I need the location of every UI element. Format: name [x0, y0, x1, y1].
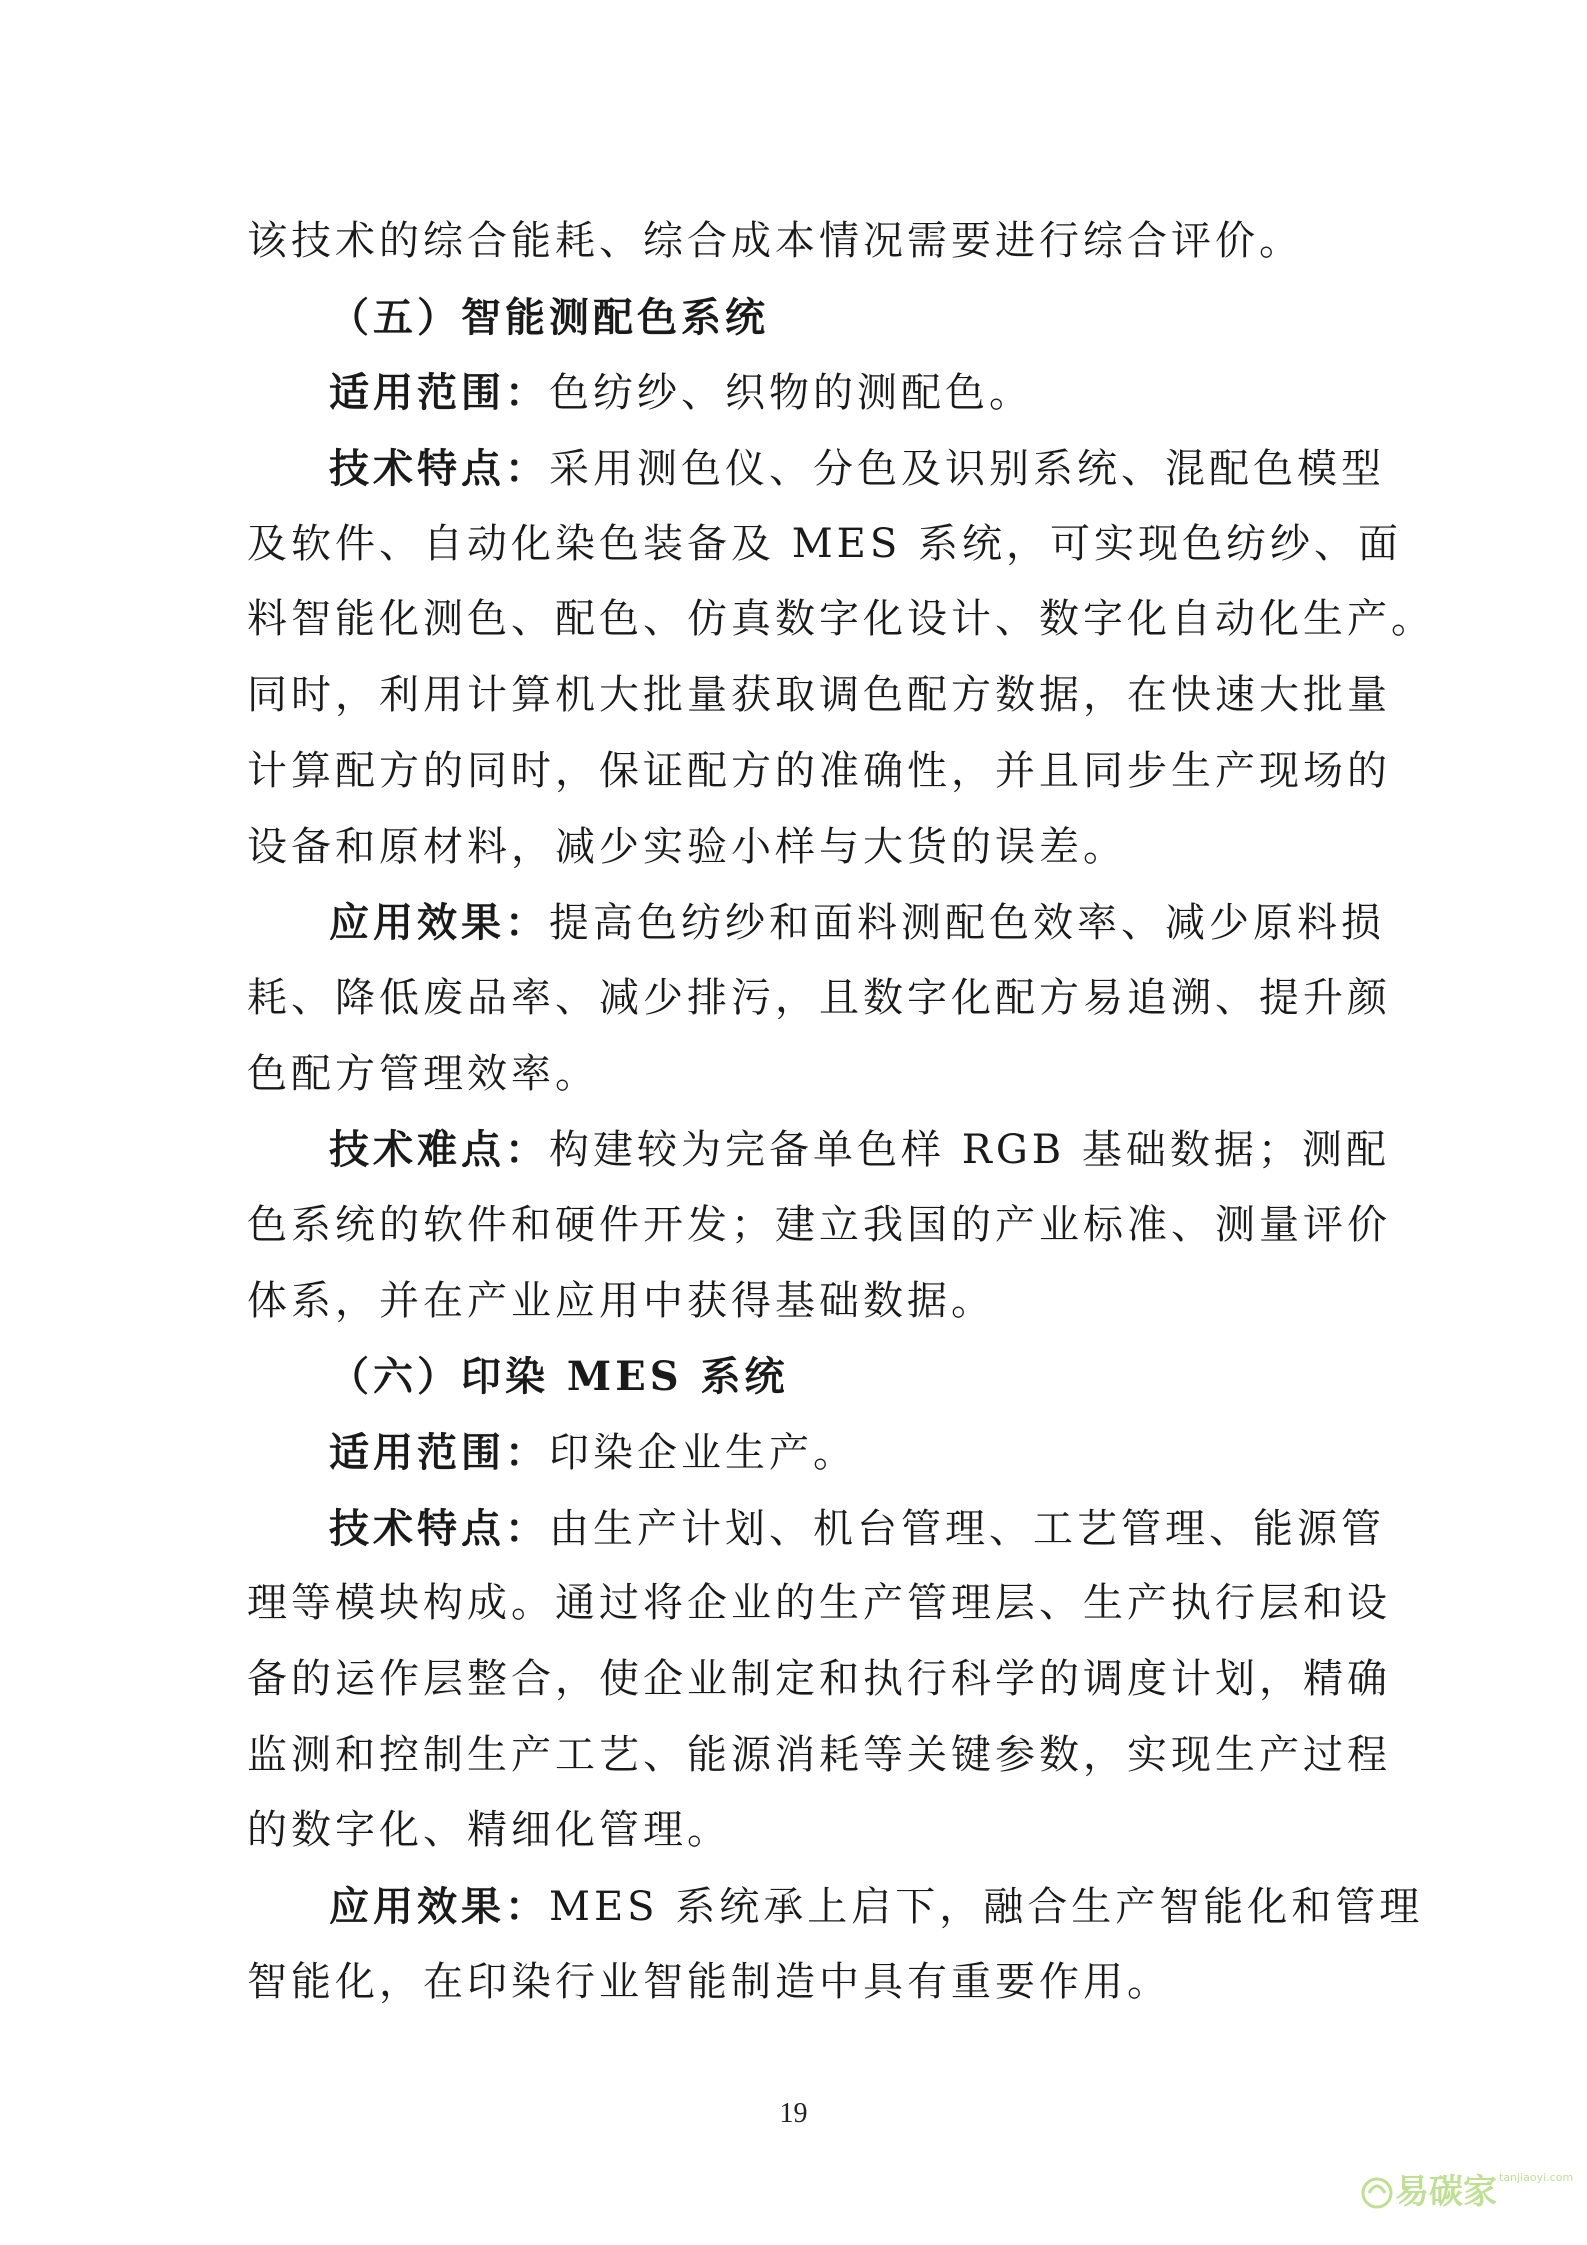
paragraph-line: 色系统的软件和硬件开发；建立我国的产业标准、测量评价	[247, 1201, 1391, 1248]
watermark-subtext: tanjiaoyi.com	[1499, 2171, 1574, 2184]
features-label: 技术特点：	[329, 445, 549, 493]
paragraph-line: 该技术的综合能耗、综合成本情况需要进行综合评价。	[247, 218, 1303, 264]
watermark-logo	[1359, 2151, 1574, 2221]
scope-paragraph	[247, 355, 1347, 431]
scope-paragraph	[247, 1415, 1347, 1491]
paragraph-line: 体系，并在产业应用中获得基础数据。	[247, 1277, 995, 1324]
page-number: 19	[779, 2098, 808, 2129]
paragraph-line: 备的运作层整合，使企业制定和执行科学的调度计划，精确	[247, 1656, 1391, 1703]
scope-text: 印染企业生产。	[549, 1430, 857, 1476]
scope-label: 适用范围：	[329, 1429, 549, 1476]
paragraph-line: 及软件、自动化染色装备及 MES 系统，可实现色纺纱、面	[247, 520, 1402, 567]
paragraph-line: 同时，利用计算机大批量获取调色配方数据，在快速大批量	[247, 672, 1391, 719]
features-paragraph	[247, 431, 1385, 507]
difficulty-text: 构建较为完备单色样 RGB 基础数据；测配	[549, 1127, 1390, 1174]
paragraph-line: 监测和控制生产工艺、能源消耗等关键参数，实现生产过程	[247, 1731, 1391, 1778]
document-body	[247, 204, 1435, 2021]
paragraph-line: 的数字化、精细化管理。	[247, 1807, 731, 1854]
effect-text: 提高色纺纱和面料测配色效率、减少原料损	[549, 900, 1385, 947]
difficulty-paragraph	[247, 1112, 1390, 1188]
effect-paragraph	[247, 1869, 1424, 1945]
paragraph-line: 设备和原材料，减少实验小样与大货的误差。	[247, 823, 1127, 870]
effect-label: 应用效果：	[329, 1883, 549, 1931]
paragraph-line: 色配方管理效率。	[247, 1050, 599, 1097]
features-label: 技术特点：	[329, 1504, 549, 1552]
features-text: 采用测色仪、分色及识别系统、混配色模型	[549, 446, 1385, 493]
features-paragraph	[247, 1491, 1385, 1567]
scope-text: 色纺纱、织物的测配色。	[549, 370, 1033, 417]
paragraph-line: 耗、降低废品率、减少排污，且数字化配方易追溯、提升颜	[247, 974, 1391, 1021]
features-text: 由生产计划、机台管理、工艺管理、能源管	[549, 1505, 1385, 1552]
effect-paragraph	[247, 885, 1385, 961]
effect-text: MES 系统承上启下，融合生产智能化和管理	[549, 1884, 1424, 1931]
paragraph-line: 理等模块构成。通过将企业的生产管理层、生产执行层和设	[247, 1580, 1391, 1627]
watermark-text: 易碳家	[1395, 2172, 1497, 2212]
difficulty-label: 技术难点：	[329, 1126, 549, 1174]
paragraph-line: 计算配方的同时，保证配方的准确性，并且同步生产现场的	[247, 747, 1391, 794]
scope-label: 适用范围：	[329, 369, 549, 417]
paragraph-line: 料智能化测色、配色、仿真数字化设计、数字化自动化生产。	[247, 596, 1435, 643]
paragraph-line: 智能化，在印染行业智能制造中具有重要作用。	[247, 1958, 1171, 2005]
effect-label: 应用效果：	[329, 899, 549, 947]
section-heading-5: （五）智能测配色系统	[329, 293, 769, 341]
section-heading-6: （六）印染 MES 系统	[329, 1353, 789, 1401]
